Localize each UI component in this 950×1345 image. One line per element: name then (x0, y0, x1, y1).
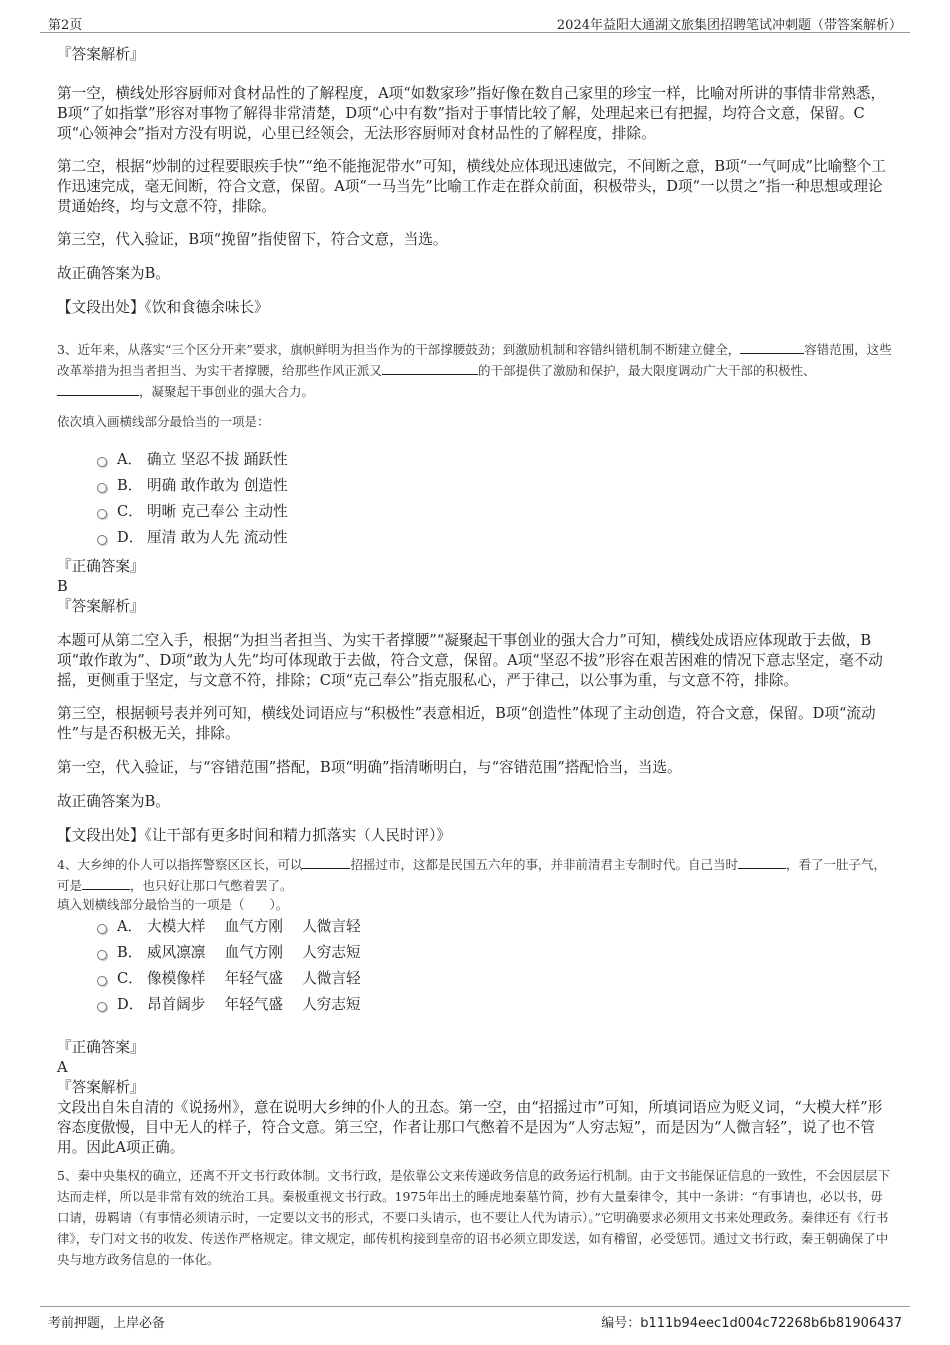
document-title: 2024年益阳大通湖文旅集团招聘笔试冲刺题（带答案解析） (556, 18, 902, 33)
radio-icon[interactable] (97, 976, 107, 986)
option-c[interactable]: C． 像模像样 年轻气盛 人微言轻 (97, 966, 895, 992)
option-b[interactable]: B． 威风凛凛 血气方刚 人穷志短 (97, 940, 895, 966)
correct-answer: A (57, 1059, 68, 1076)
option-d[interactable]: D． 厘清 敢为人先 流动性 (97, 525, 895, 551)
question-3 (57, 339, 895, 846)
answer-conclusion: 故正确答案为B。 (57, 265, 170, 282)
footer-slogan: 考前押题，上岸必备 (48, 1316, 166, 1331)
question-prompt: 填入划横线部分最恰当的一项是（ ）。 (57, 897, 289, 912)
fill-blank (382, 361, 478, 375)
option-b[interactable]: B． 明确 敢作敢为 创造性 (97, 473, 895, 499)
radio-icon[interactable] (97, 535, 107, 545)
radio-icon[interactable] (97, 457, 107, 467)
fill-blank (740, 340, 804, 354)
question-prompt: 依次填入画横线部分最恰当的一项是： (57, 414, 270, 429)
option-c[interactable]: C． 明晰 克己奉公 主动性 (97, 499, 895, 525)
option-a[interactable]: A． 确立 坚忍不拔 踊跃性 (97, 447, 895, 473)
question-stem: 4、大乡绅的仆人可以指挥警察区区长，可以 招摇过市，这都是民国五六年的事，并非前清君主专制时代。自己当时 ，看了一肚子气，可是 ，也只好让那口气憋着罢了。 (57, 857, 886, 893)
analysis-label: 『答案解析』 (57, 46, 145, 63)
analysis-label: 『答案解析』 (57, 598, 145, 615)
analysis-paragraph: 文段出自朱自清的《说扬州》，意在说明大乡绅的仆人的丑态。第一空，由“招摇过市”可知，所填词语应为贬义词，“大模大样”形容态度傲慢，目中无人的样子，符合文意。第三空，作者让那口气憋着不是因为“人穷志短”，而是因为“人微言轻”，说了也不管用。因此A项正确。 (57, 1099, 883, 1156)
fill-blank (82, 876, 130, 890)
radio-icon[interactable] (97, 509, 107, 519)
option-a[interactable]: A． 大模大样 血气方刚 人微言轻 (97, 914, 895, 940)
radio-icon[interactable] (97, 924, 107, 934)
source-citation: 【文段出处】《让干部有更多时间和精力抓落实（人民时评）》 (57, 827, 452, 844)
document-code: 编号：b111b94eec1d004c72268b6b81906437 (601, 1316, 902, 1331)
analysis-paragraph: 第一空，横线处形容厨师对食材品性的了解程度，A项“如数家珍”指好像在数自己家里的珍宝一样，比喻对所讲的事情非常熟悉，B项“了如指掌”形容对事物了解得非常清楚，D项“心中有数”指对于事情比较了解，处理起来已有把握，均符合文意，保留。C项“心领神会”指对方没有明说，心里已经领会，无法形容厨师对食材品性的了解程度，排除。 (57, 85, 886, 142)
radio-icon[interactable] (97, 483, 107, 493)
document-body (57, 44, 895, 1270)
question-2-analysis (57, 45, 895, 318)
analysis-paragraph: 第三空，代入验证，B项“挽留”指使留下，符合文意，当选。 (57, 231, 448, 248)
analysis-paragraph: 第一空，代入验证，与“容错范围”搭配，B项“明确”指清晰明白，与“容错范围”搭配恰当，当选。 (57, 759, 682, 776)
question-stem: 5、秦中央集权的确立，还离不开文书行政体制。文书行政，是依靠公文来传递政务信息的政务运行机制。由于文书能保证信息的一致性，不会因层层下达而走样，所以是非常有效的统治工具。秦极重视文书行政。1975年出土的睡虎地秦墓竹简，抄有大量秦律令，其中一条讲：“有事请也，必以书，毋口请，毋羁请（有事情必须请示时，一定要以文书的形式，不要口头请示，也不要让人代为请示）。”它明确要求必须用文书来处理政务。秦律还有《行书律》，专门对文书的收发、传送作严格规定。律文规定，邮传机构接到皇帝的诏书必须立即发送，如有稽留，必受惩罚。通过文书行政，秦王朝确保了中央与地方政务信息的一体化。 (57, 1168, 890, 1267)
fill-blank (57, 382, 139, 396)
analysis-label: 『答案解析』 (57, 1079, 145, 1096)
answer-label: 『正确答案』 (57, 558, 145, 575)
answer-label: 『正确答案』 (57, 1039, 145, 1056)
analysis-paragraph: 第三空，根据顿号表并列可知，横线处词语应与“积极性”表意相近，B项“创造性”体现了主动创造，符合文意，保留。D项“流动性”与是否积极无关，排除。 (57, 705, 876, 742)
question-5 (57, 1165, 895, 1270)
options-list (97, 914, 895, 1018)
analysis-paragraph: 第二空，根据“炒制的过程要眼疾手快”“绝不能拖泥带水”可知，横线处应体现迅速做完，不间断之意，B项“一气呵成”比喻整个工作迅速完成，毫无间断，符合文意，保留。A项“一马当先”比喻工作走在群众前面，积极带头，D项“一以贯之”指一种思想或理论贯通始终，均与文意不符，排除。 (57, 158, 886, 215)
page-header (40, 12, 910, 33)
correct-answer: B (57, 578, 68, 595)
options-list (97, 447, 895, 551)
document-code-value: b111b94eec1d004c72268b6b81906437 (640, 1316, 902, 1331)
radio-icon[interactable] (97, 950, 107, 960)
source-citation: 【文段出处】《饮和食德余味长》 (57, 299, 269, 316)
fill-blank (738, 855, 786, 869)
page-number: 第2页 (48, 18, 83, 33)
radio-icon[interactable] (97, 1002, 107, 1012)
question-stem: 3、近年来，从落实“三个区分开来”要求，旗帜鲜明为担当作为的干部撑腰鼓劲；到激励机制和容错纠错机制不断建立健全， 容错范围，这些改革举措为担当者担当、为实干者撑腰，给那些作风正派又 的干部提供了激励和保护，最大限度调动广大干部的积极性、，凝聚起干事创业的强大合力。 (57, 342, 892, 399)
option-d[interactable]: D． 昂首阔步 年轻气盛 人穷志短 (97, 992, 895, 1018)
question-4 (57, 854, 895, 1158)
page-footer (40, 1306, 910, 1329)
fill-blank (302, 855, 350, 869)
answer-conclusion: 故正确答案为B。 (57, 793, 170, 810)
analysis-paragraph: 本题可从第二空入手，根据“为担当者担当、为实干者撑腰”“凝聚起干事创业的强大合力”可知，横线处成语应体现敢于去做，B项“敢作敢为”、D项“敢为人先”均可体现敢于去做，符合文意，保留。A项“坚忍不拔”形容在艰苦困难的情况下意志坚定，毫不动摇，更侧重于坚定，与文意不符，排除；C项“克己奉公”指克服私心，严于律己，以公事为重，与文意不符，排除。 (57, 632, 883, 689)
